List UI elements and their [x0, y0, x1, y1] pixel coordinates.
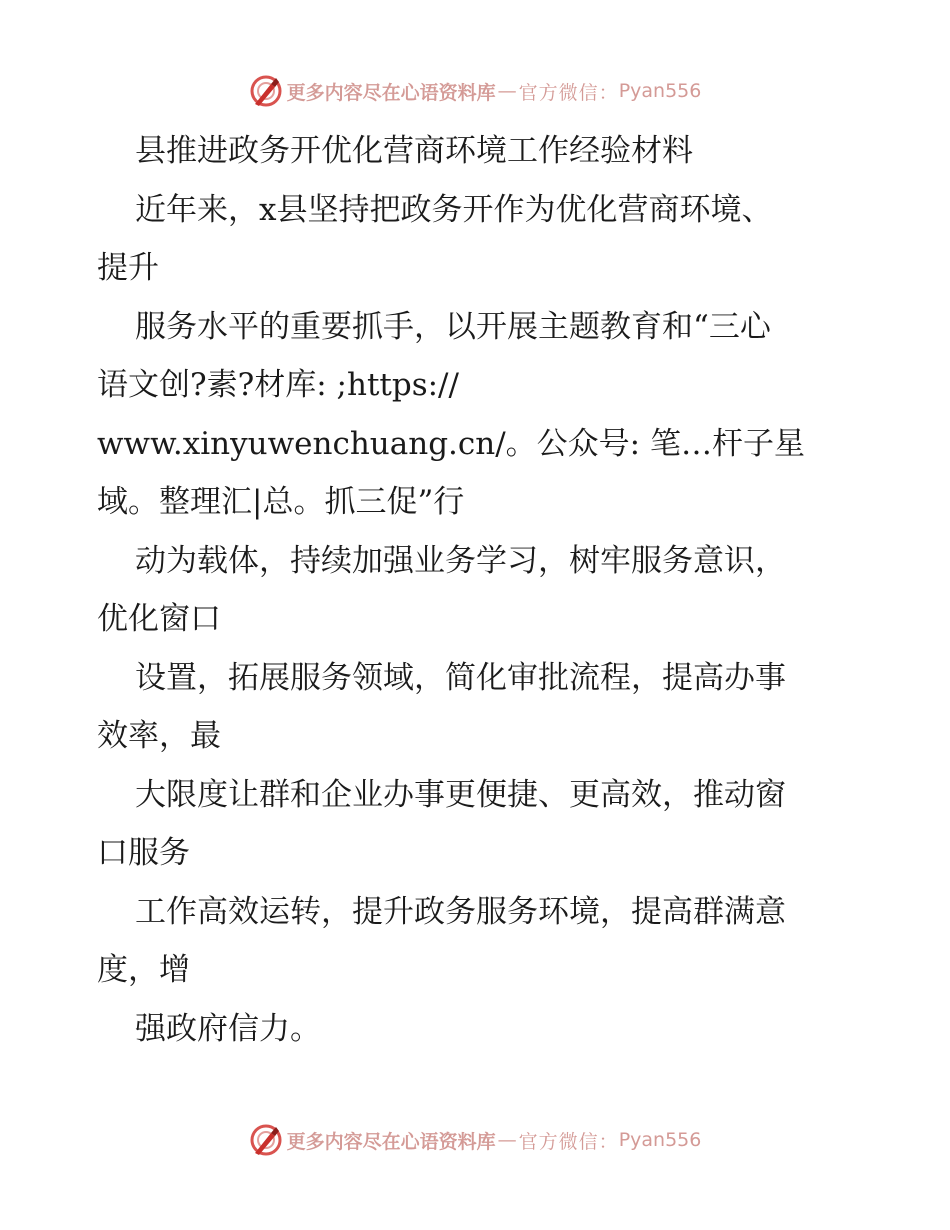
paragraph-line: 工作高效运转，提升政务服务环境，提高群满意: [135, 893, 786, 930]
paragraph-line: 服务水平的重要抓手，以开展主题教育和“三心: [135, 308, 771, 345]
paragraph-line: www.xinyuwenchuang.cn/。公众号: 笔…杆子星: [97, 425, 805, 462]
banner-brand-text: 更多内容尽在心语资料库: [286, 81, 496, 104]
paragraph-line: 语文创?素?材库: ;https://: [97, 367, 459, 403]
pen-logo-icon: [249, 74, 283, 108]
paragraph-line: 提升: [97, 250, 159, 286]
header-banner: [0, 71, 950, 111]
banner-wechat-label: 官方微信：: [518, 1130, 619, 1153]
paragraph-line: 动为载体，持续加强业务学习，树牢服务意识，: [135, 542, 786, 579]
paragraph-line: 大限度让群和企业办事更便捷、更高效，推动窗: [135, 776, 786, 813]
paragraph-line: 近年来，x县坚持把政务开作为优化营商环境、: [135, 191, 773, 228]
paragraph-line: 优化窗口: [97, 601, 221, 637]
paragraph-line: 效率，最: [97, 718, 221, 754]
banner-wechat-id: Pyan556: [618, 80, 702, 102]
pen-logo-icon: [249, 1123, 283, 1157]
document-body: [97, 122, 877, 1058]
banner-wechat-label: 官方微信：: [518, 81, 619, 104]
banner-dash: —: [497, 80, 517, 102]
banner-brand-text: 更多内容尽在心语资料库: [286, 1130, 496, 1153]
banner-wechat-id: Pyan556: [618, 1129, 702, 1151]
banner-dash: —: [497, 1129, 517, 1151]
paragraph-line: 设置，拓展服务领域，简化审批流程，提高办事: [135, 659, 786, 696]
document-title: 县推进政务开优化营商环境工作经验材料: [135, 133, 693, 169]
footer-banner: [0, 1120, 950, 1160]
paragraph-line: 强政府信力。: [135, 1010, 321, 1047]
paragraph-line: 口服务: [97, 835, 190, 871]
paragraph-line: 域。整理汇|总。抓三促”行: [97, 484, 465, 520]
paragraph-line: 度，增: [97, 952, 190, 988]
